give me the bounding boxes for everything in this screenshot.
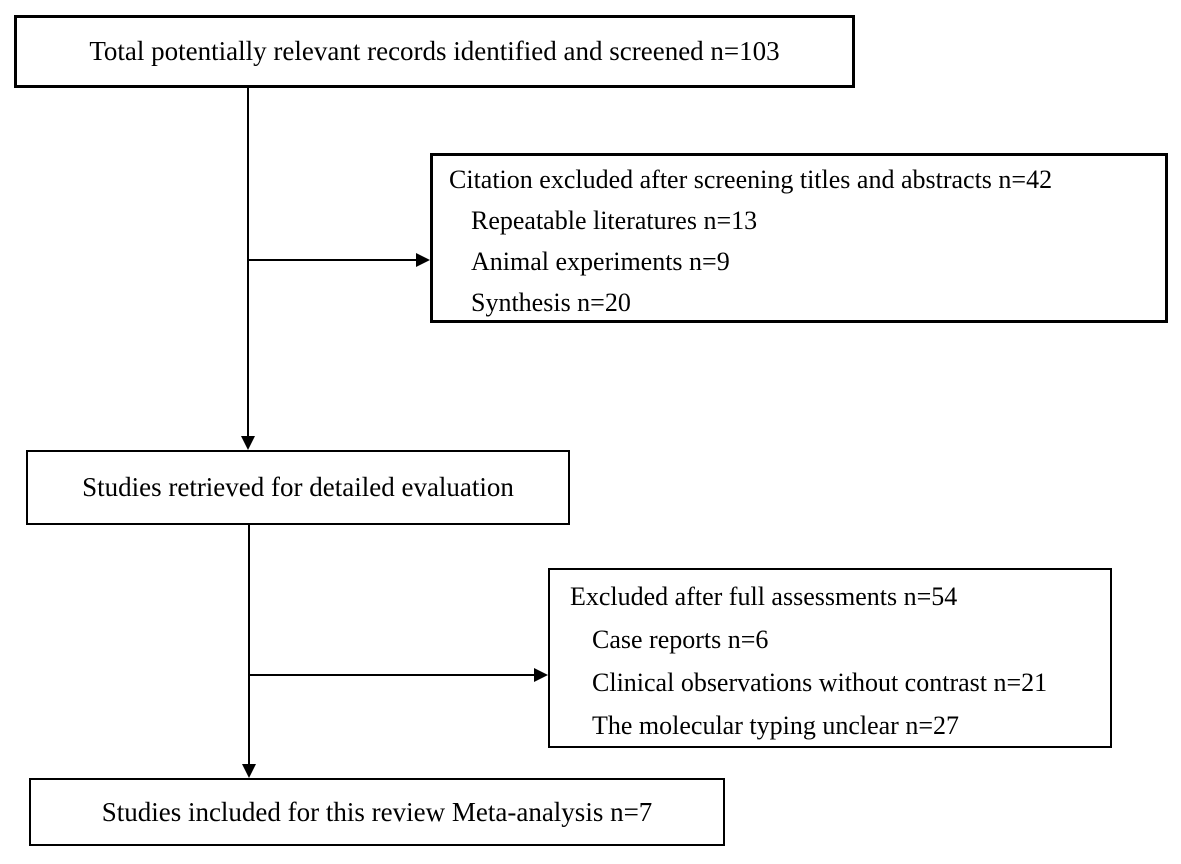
excluded-full-item: The molecular typing unclear n=27	[592, 711, 959, 740]
connector-records-to-retrieved	[247, 88, 249, 438]
box-excluded-screening	[430, 153, 1168, 323]
box-excluded-full-assessment	[548, 568, 1112, 748]
box-studies-included: Studies included for this review Meta-analysis n=7	[29, 778, 725, 846]
excluded-screening-title: Citation excluded after screening titles and abstracts n=42	[449, 165, 1053, 194]
excluded-screening-item: Animal experiments n=9	[471, 247, 730, 276]
arrowhead-right-icon	[416, 253, 430, 267]
arrowhead-right-icon	[534, 668, 548, 682]
box-studies-retrieved: Studies retrieved for detailed evaluation	[26, 450, 570, 525]
excluded-full-item: Clinical observations without contrast n=21	[592, 668, 1048, 697]
connector-branch-excluded-screening	[248, 259, 417, 261]
arrowhead-down-icon	[241, 436, 255, 450]
excluded-screening-item: Repeatable literatures n=13	[471, 206, 758, 235]
connector-retrieved-to-included	[248, 525, 250, 765]
connector-branch-excluded-full	[250, 674, 535, 676]
arrowhead-down-icon	[242, 764, 256, 778]
excluded-full-title: Excluded after full assessments n=54	[570, 582, 958, 611]
excluded-full-item: Case reports n=6	[592, 625, 769, 654]
excluded-screening-item: Synthesis n=20	[471, 288, 631, 317]
box-records-identified: Total potentially relevant records identified and screened n=103	[14, 15, 855, 88]
